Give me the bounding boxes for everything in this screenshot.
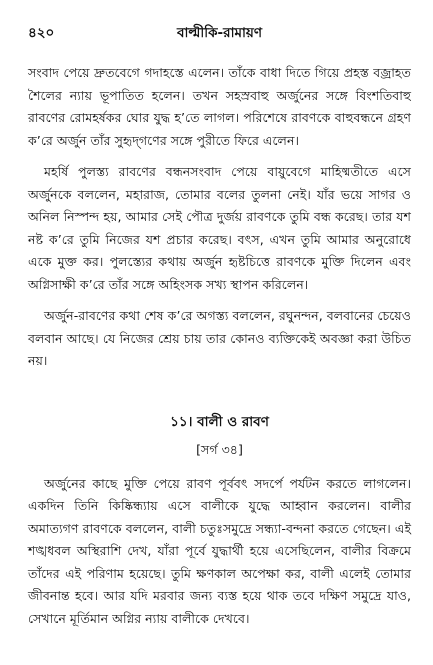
page-number: ৪২০ [28, 25, 55, 41]
running-title: বাল্মীকি-রামায়ণ [176, 25, 263, 41]
paragraph: অর্জুনের কাছে মুক্তি পেয়ে রাবণ পূর্ববৎ সদর্পে পর্যটন করতে লাগলেন। একদিন তিনি কিষ্কিন্ধ্যায় এসে বালীকে যুদ্ধে আহ্বান করলেন। বালীর অমাত্যগণ রাবণকে বললেন, বালী চতুঃসমুদ্রে সন্ধ্যা-বন্দনা করতে গেছেন। এই শঙ্খধবল অস্থিরাশি দেখ, যাঁরা পূর্বে যুদ্ধার্থী হয়ে এসেছিলেন, বালীর বিক্রমে তাঁদের এই পরিণাম হয়েছে। তুমি ক্ষণকাল অপেক্ষা কর, বালী এলেই তোমার জীবনান্ত হবে। আর যদি মরবার জন্য ব্যস্ত হয়ে থাক তবে দক্ষিণ সমুদ্রে যাও, সেখানে মূর্তিমান অগ্নির ন্যায় বালীকে দেখবে। [28, 475, 411, 626]
body-text [28, 62, 411, 373]
chapter-section [28, 411, 411, 631]
page-header [28, 22, 411, 44]
paragraph: মহর্ষি পুলস্ত্য রাবণের বন্ধনসংবাদ পেয়ে বায়ুবেগে মাহিষ্মতীতে এসে অর্জুনকে বললেন, মহারাজ, তোমার বলের তুলনা নেই। যাঁর ভয়ে সাগর ও অনিল নিস্পন্দ হয়, আমার সেই পৌত্র দুর্জয় রাবণকে তুমি বন্ধ করেছ। তার যশ নষ্ট ক’রে তুমি নিজের যশ প্রচার করেছ। বৎস, এখন তুমি আমার অনুরোধে একে মুক্ত কর। পুলস্ত্যের কথায় অর্জুন হৃষ্টচিত্তে রাবণকে মুক্তি দিলেন এবং অগ্নিসাক্ষী ক’রে তাঁর সঙ্গে অহিংসক সখ্য স্থাপন করিলেন। [28, 164, 411, 292]
paragraph: সংবাদ পেয়ে দ্রুতবেগে গদাহস্তে এলেন। তাঁকে বাধা দিতে গিয়ে প্রহস্ত বজ্রাহত শৈলের ন্যায় ভূপাতিত হলেন। তখন সহস্রবাহু অর্জুনের সঙ্গে বিংশতিবাহু রাবণের রোমহর্ষকর ঘোর যুদ্ধ হ’তে লাগল। পরিশেষে রাবণকে বাহুবন্ধনে গ্রহণ ক’রে অর্জুন তাঁর সুহৃদ্‌গণের সঙ্গে পুরীতে ফিরে এলেন। [28, 65, 411, 148]
section-title: ১১। বালী ও রাবণ [170, 413, 269, 430]
section-subtitle: [সর্গ ৩৪] [196, 441, 243, 457]
paragraph: অর্জুন-রাবণের কথা শেষ ক’রে অগস্ত্য বললেন, রঘুনন্দন, বলবানের চেয়েও বলবান আছে। যে নিজের শ্রেয় চায় তার কোনও ব্যক্তিকেই অবজ্ঞা করা উচিত নয়। [28, 308, 411, 368]
